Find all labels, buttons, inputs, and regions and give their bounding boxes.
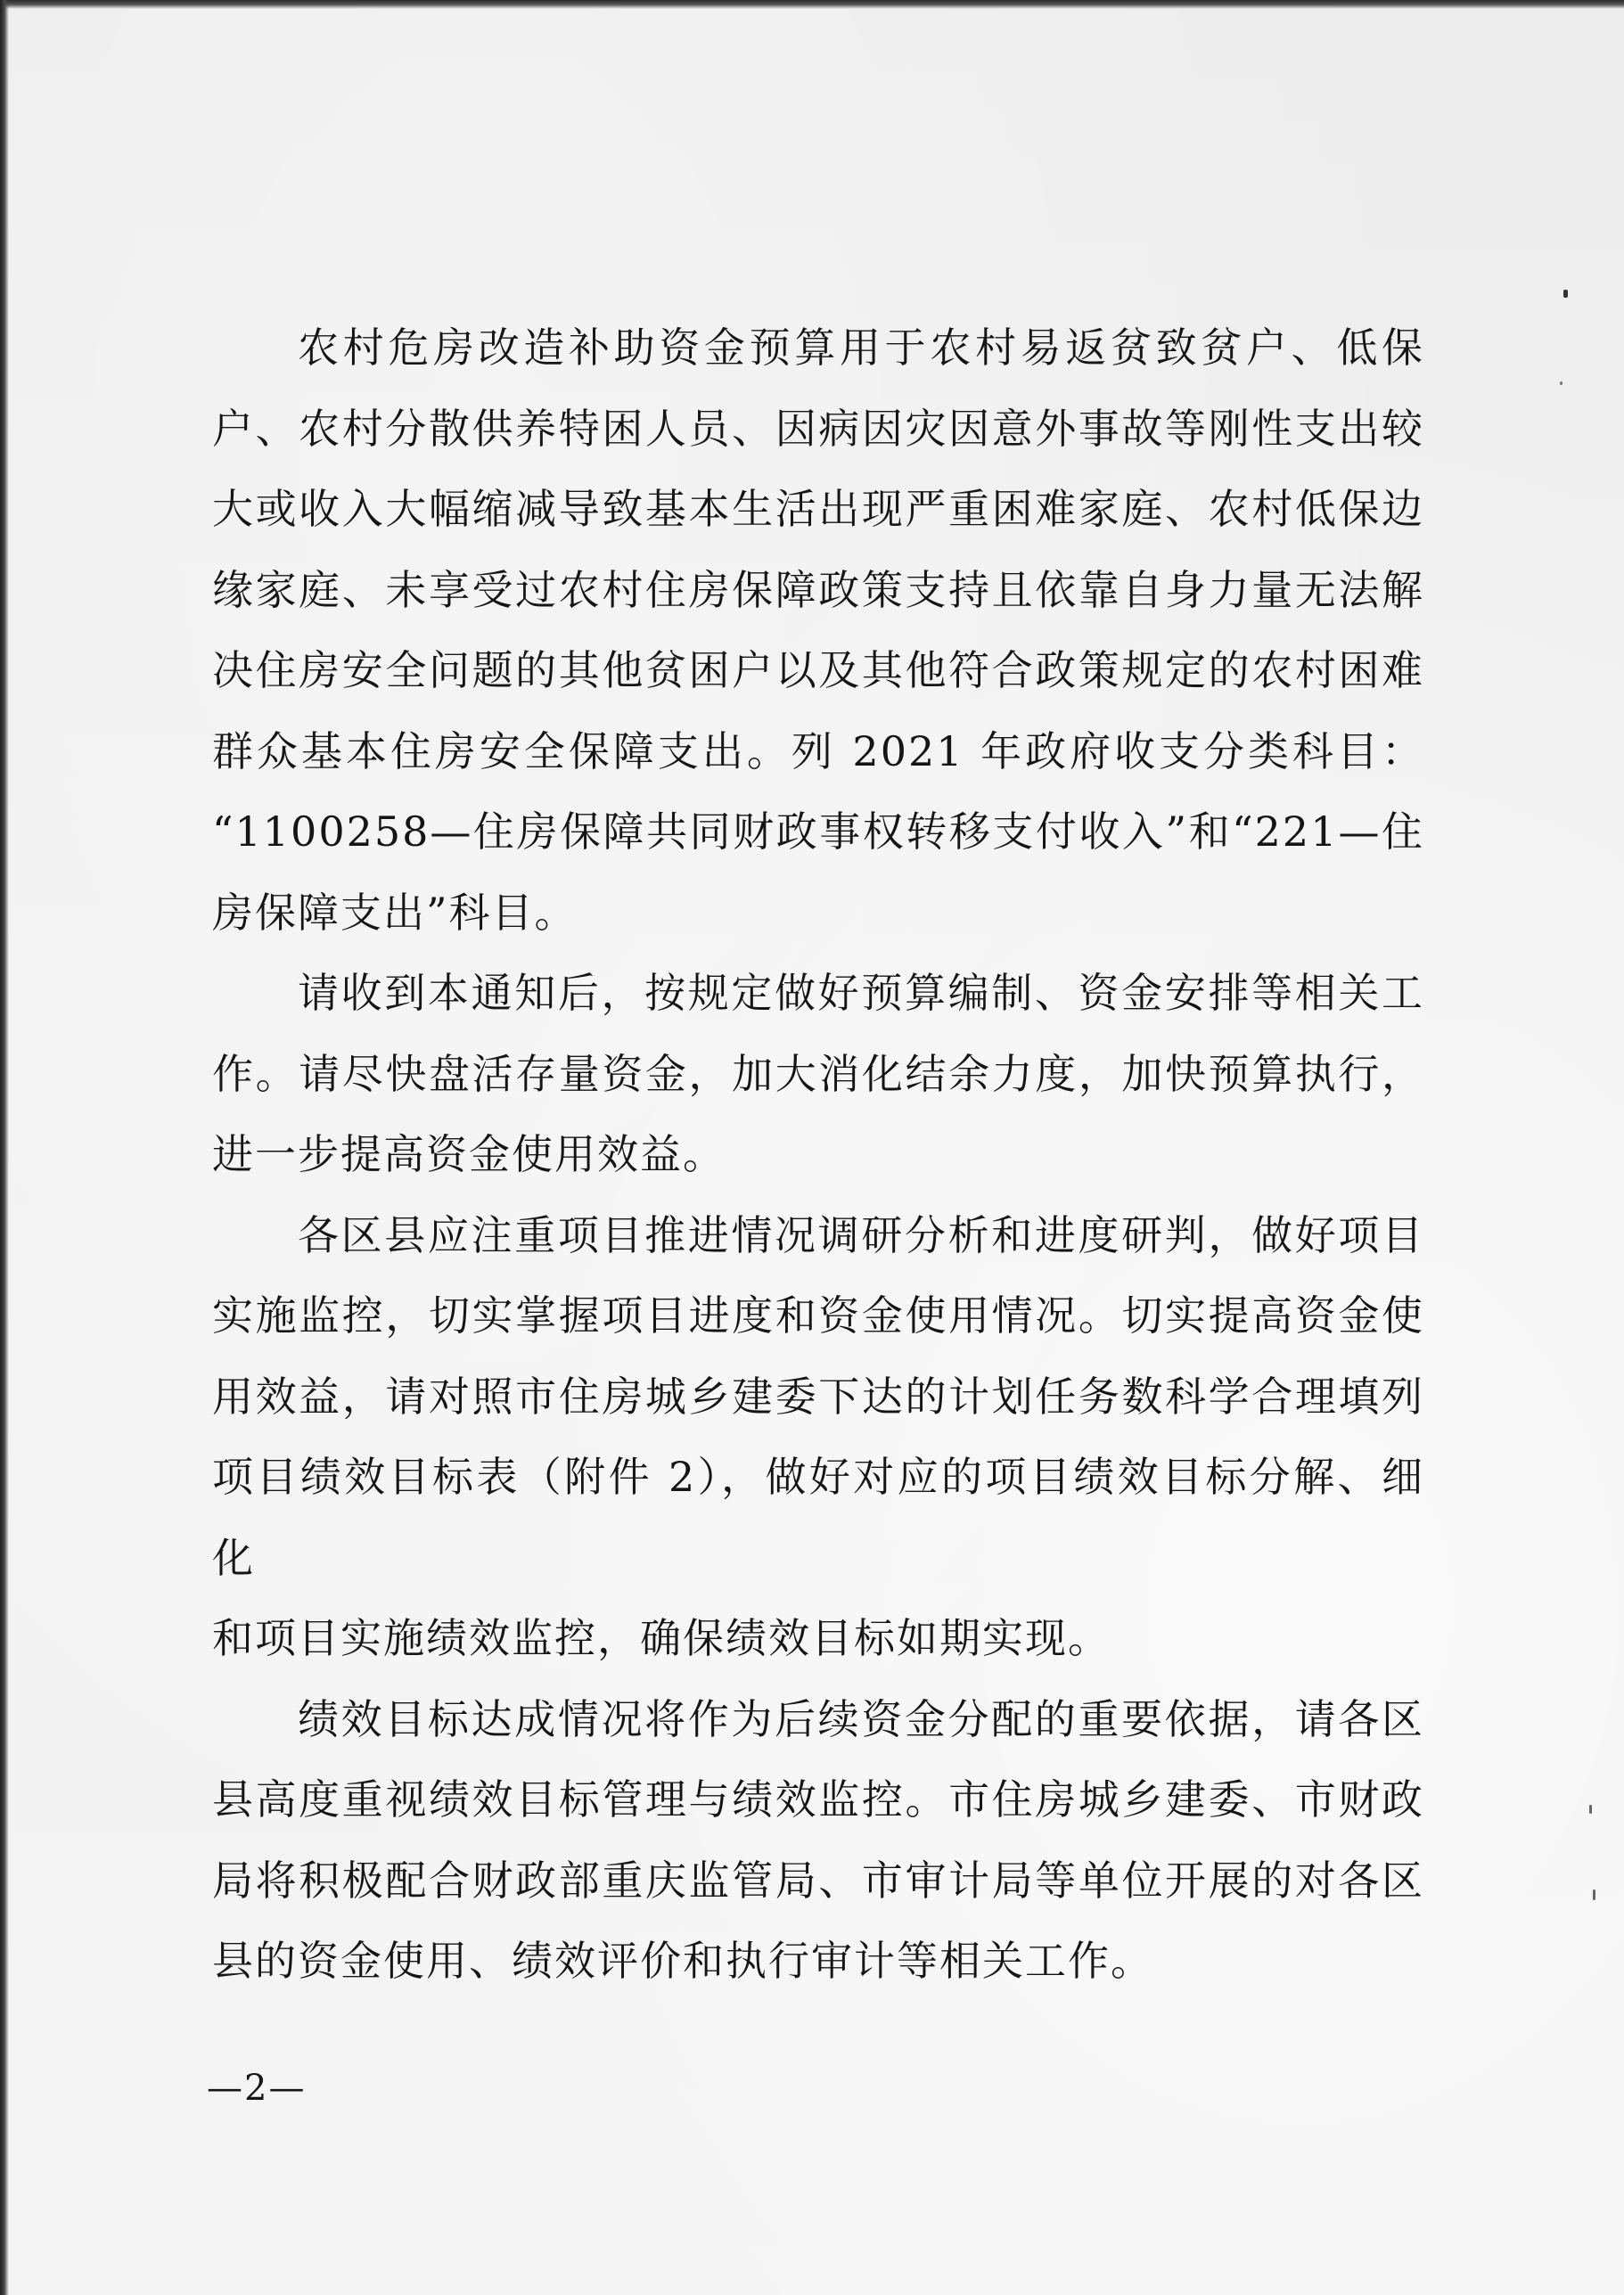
text-line: 进一步提高资金使用效益。 bbox=[212, 1130, 726, 1178]
scan-speck bbox=[1589, 1805, 1592, 1814]
paragraph-budget-instructions bbox=[212, 953, 1424, 1195]
text-line: 大或收入大幅缩减导致基本生活出现严重困难家庭、农村低保边 bbox=[212, 485, 1424, 533]
text-line: 作。请尽快盘活存量资金，加大消化结余力度，加快预算执行， bbox=[212, 1049, 1424, 1098]
scan-speck bbox=[1593, 1889, 1595, 1900]
text-line: 县的资金使用、绩效评价和执行审计等相关工作。 bbox=[212, 1937, 1153, 1985]
text-line: 县高度重视绩效目标管理与绩效监控。市住房城乡建委、市财政 bbox=[212, 1775, 1424, 1824]
text-line: 项目绩效目标表（附件 2），做好对应的项目绩效目标分解、细化 bbox=[212, 1453, 1424, 1582]
scan-speck bbox=[1560, 381, 1562, 385]
paragraph-performance-goals bbox=[212, 1679, 1424, 2002]
paragraph-subsidy-scope bbox=[212, 307, 1424, 953]
text-line: 各区县应注重项目推进情况调研分析和进度研判，做好项目 bbox=[298, 1210, 1424, 1259]
text-line: 房保障支出”科目。 bbox=[212, 888, 578, 937]
text-line: 请收到本通知后，按规定做好预算编制、资金安排等相关工 bbox=[298, 969, 1424, 1017]
text-line: 户、农村分散供养特困人员、因病因灾因意外事故等刚性支出较 bbox=[212, 404, 1424, 453]
page-number: —2— bbox=[207, 2068, 307, 2109]
scan-left-edge-shadow bbox=[0, 0, 9, 2295]
text-line: 农村危房改造补助资金预算用于农村易返贫致贫户、低保 bbox=[298, 324, 1424, 372]
text-line: 缘家庭、未享受过农村住房保障政策支持且依靠自身力量无法解 bbox=[212, 565, 1424, 614]
document-body bbox=[212, 307, 1424, 2002]
text-line: 决住房安全问题的其他贫困户以及其他符合政策规定的农村困难 bbox=[212, 646, 1424, 694]
text-line: 用效益，请对照市住房城乡建委下达的计划任务数科学合理填列 bbox=[212, 1372, 1424, 1421]
scan-speck bbox=[1563, 290, 1568, 298]
text-line: 和项目实施绩效监控，确保绩效目标如期实现。 bbox=[212, 1614, 1111, 1662]
paragraph-project-monitoring bbox=[212, 1195, 1424, 1679]
text-line: 群众基本住房安全保障支出。列 2021 年政府收支分类科目： bbox=[212, 726, 1424, 775]
scan-top-edge-shadow bbox=[0, 0, 1624, 9]
text-line: 绩效目标达成情况将作为后续资金分配的重要依据，请各区 bbox=[298, 1694, 1424, 1743]
text-line: “1100258—住房保障共同财政事权转移支付收入”和“221—住 bbox=[212, 807, 1424, 856]
text-line: 局将积极配合财政部重庆监管局、市审计局等单位开展的对各区 bbox=[212, 1856, 1424, 1905]
text-line: 实施监控，切实掌握项目进度和资金使用情况。切实提高资金使 bbox=[212, 1291, 1424, 1340]
